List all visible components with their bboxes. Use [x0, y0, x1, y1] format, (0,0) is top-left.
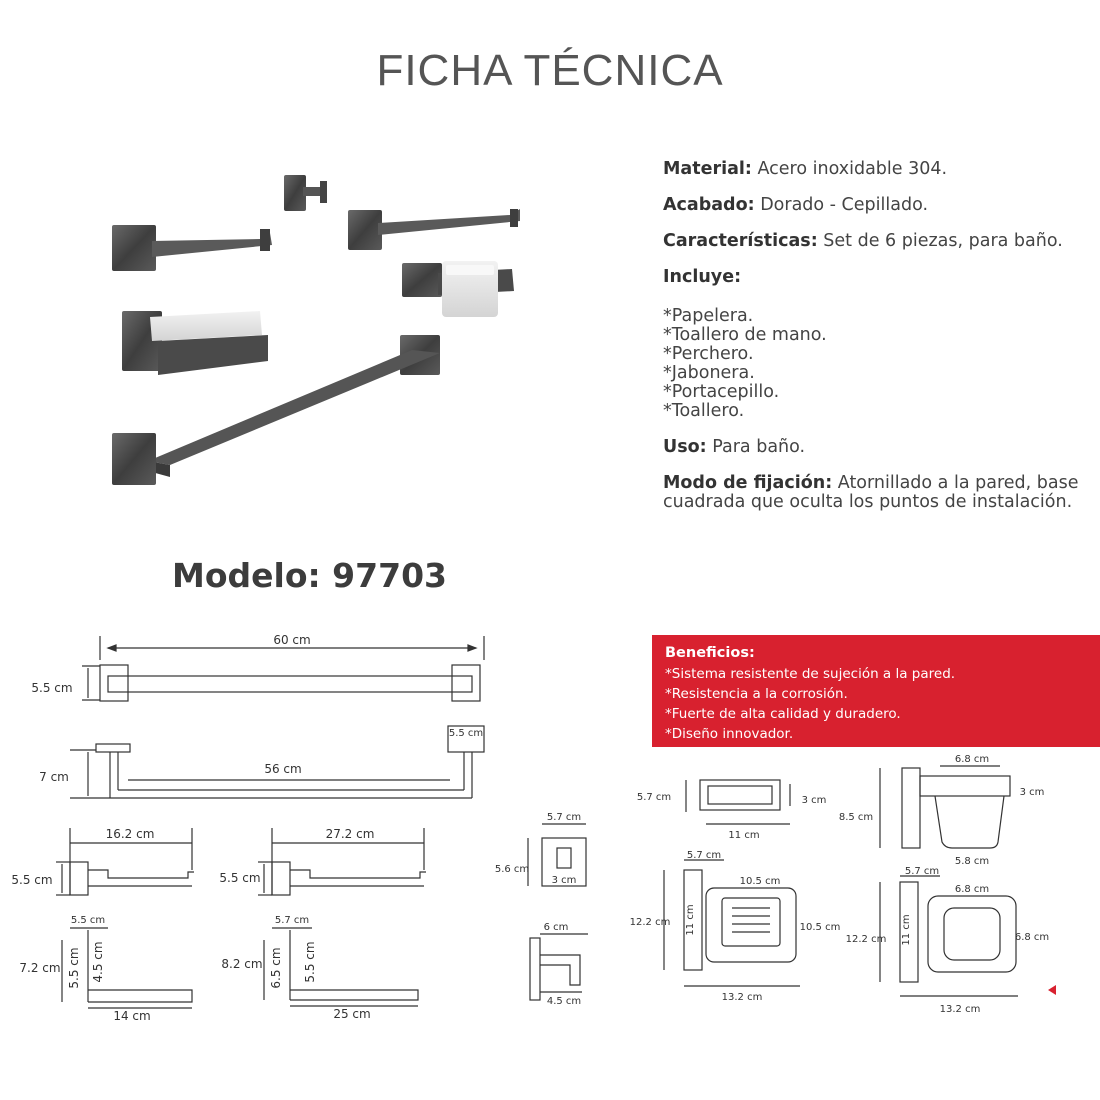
hand-towel-image: [348, 209, 520, 250]
towel-bar-height: 5.5 cm: [31, 681, 73, 695]
list-item: *Portacepillo.: [663, 382, 780, 402]
hand-towel-base: 5.5 cm: [448, 728, 484, 739]
page-title: FICHA TÉCNICA: [376, 46, 724, 95]
hand-towel-drawing: [39, 726, 484, 798]
paper-holder-b-top: 5.7 cm: [274, 915, 310, 926]
red-arrow-icon: [1048, 985, 1056, 995]
incluye-list: [663, 307, 1083, 421]
spec-acabado-value: Dorado - Cepillado.: [760, 195, 929, 215]
list-item: *Papelera.: [663, 306, 754, 326]
spec-acabado: [663, 196, 1083, 215]
paper-holder-a-top: 5.5 cm: [70, 915, 106, 926]
paper-holder-a-inner2: 4.5 cm: [91, 941, 105, 983]
hook-side-top: 6 cm: [543, 922, 569, 933]
hook-height: 5.6 cm: [494, 864, 530, 875]
list-item: *Perchero.: [663, 344, 754, 364]
paper-holder-a-drawing: [11, 827, 194, 1023]
hook-width: 5.7 cm: [546, 812, 582, 823]
paper-holder-b-height: 5.5 cm: [219, 871, 261, 885]
toothbrush-inner-v: 11 cm: [901, 914, 912, 946]
hook-inner: 3 cm: [551, 875, 577, 886]
spec-incluye: [663, 268, 1083, 287]
spec-uso-label: Uso:: [663, 437, 707, 457]
toothbrush-base-w: 5.7 cm: [904, 866, 940, 877]
soap-dish-image: [122, 311, 268, 375]
soap-dish-base-w: 5.7 cm: [686, 850, 722, 861]
spec-uso-value: Para baño.: [712, 437, 806, 457]
paper-holder-a-inner1: 5.5 cm: [67, 947, 81, 989]
robe-hook-image: [284, 175, 327, 211]
soap-dish-total-w: 13.2 cm: [721, 992, 763, 1003]
list-item: *Jabonera.: [663, 363, 755, 383]
spec-fijacion: [663, 474, 1083, 512]
spec-material: [663, 160, 1083, 179]
towel-bar-length: 60 cm: [273, 633, 311, 647]
spec-fijacion-label: Modo de fijación:: [663, 473, 833, 493]
hand-towel-height: 7 cm: [39, 770, 69, 784]
paper-holder-b-drawing: [219, 827, 426, 1021]
soap-dish-total-h: 12.2 cm: [629, 917, 671, 928]
spec-caracteristicas-label: Características:: [663, 231, 818, 251]
paper-holder-a-height: 5.5 cm: [11, 873, 53, 887]
soap-dish-top-h: 5.7 cm: [636, 792, 672, 803]
toothbrush-total-w: 13.2 cm: [939, 1004, 981, 1015]
paper-holder-a-depth: 7.2 cm: [19, 961, 61, 975]
spec-fijacion-value: Atornillado a la pared, base cuadrada que oculta los puntos de instalación.: [663, 473, 1079, 512]
paper-holder-b-inner2: 5.5 cm: [303, 941, 317, 983]
hook-drawing: [495, 812, 588, 1007]
toothbrush-top-w: 6.8 cm: [954, 754, 990, 765]
toothbrush-height: 8.5 cm: [838, 812, 874, 823]
list-item: *Toallero de mano.: [663, 325, 827, 345]
dimension-drawings: [0, 615, 1100, 1100]
spec-material-value: Acero inoxidable 304.: [757, 159, 948, 179]
spec-list: [663, 160, 1083, 529]
toothbrush-holder-drawing: [839, 754, 1056, 1015]
list-item: *Diseño innovador.: [665, 726, 794, 742]
list-item: *Resistencia a la corrosión.: [665, 686, 848, 702]
toothbrush-inner-h: 6.8 cm: [1014, 932, 1050, 943]
product-photo: [100, 165, 530, 505]
model-number: Modelo: 97703: [172, 556, 447, 595]
soap-dish-bottom: 11 cm: [728, 830, 760, 841]
toothbrush-side: 3 cm: [1019, 787, 1045, 798]
paper-holder-b-width: 27.2 cm: [325, 827, 375, 841]
hook-side-bottom: 4.5 cm: [546, 996, 582, 1007]
paper-holder-a-width: 16.2 cm: [105, 827, 155, 841]
toothbrush-bottom: 5.8 cm: [954, 856, 990, 867]
paper-holder-image: [112, 225, 272, 271]
toothbrush-total-h: 12.2 cm: [845, 934, 887, 945]
spec-acabado-label: Acabado:: [663, 195, 755, 215]
soap-dish-inner-v: 11 cm: [685, 904, 696, 936]
paper-holder-a-bottom: 14 cm: [113, 1009, 151, 1023]
toothbrush-inner-w: 6.8 cm: [954, 884, 990, 895]
spec-material-label: Material:: [663, 159, 752, 179]
paper-holder-b-bottom: 25 cm: [333, 1007, 371, 1021]
hand-towel-length: 56 cm: [264, 762, 302, 776]
spec-incluye-label: Incluye:: [663, 267, 742, 287]
spec-uso: [663, 438, 1083, 457]
spec-caracteristicas-value: Set de 6 piezas, para baño.: [823, 231, 1063, 251]
paper-holder-b-inner1: 6.5 cm: [269, 947, 283, 989]
spec-caracteristicas: [663, 232, 1083, 251]
paper-holder-b-depth: 8.2 cm: [221, 957, 263, 971]
benefits-title: Beneficios:: [665, 645, 755, 661]
soap-dish-inner-w: 10.5 cm: [739, 876, 781, 887]
toothbrush-holder-image: [402, 261, 514, 317]
towel-bar-drawing: [31, 633, 484, 701]
soap-dish-inner-h: 10.5 cm: [799, 922, 841, 933]
list-item: *Toallero.: [663, 401, 745, 421]
soap-dish-drawing: [630, 780, 841, 1003]
list-item: *Fuerte de alta calidad y duradero.: [665, 706, 901, 722]
soap-dish-side: 3 cm: [801, 795, 827, 806]
list-item: *Sistema resistente de sujeción a la pared.: [665, 666, 956, 682]
